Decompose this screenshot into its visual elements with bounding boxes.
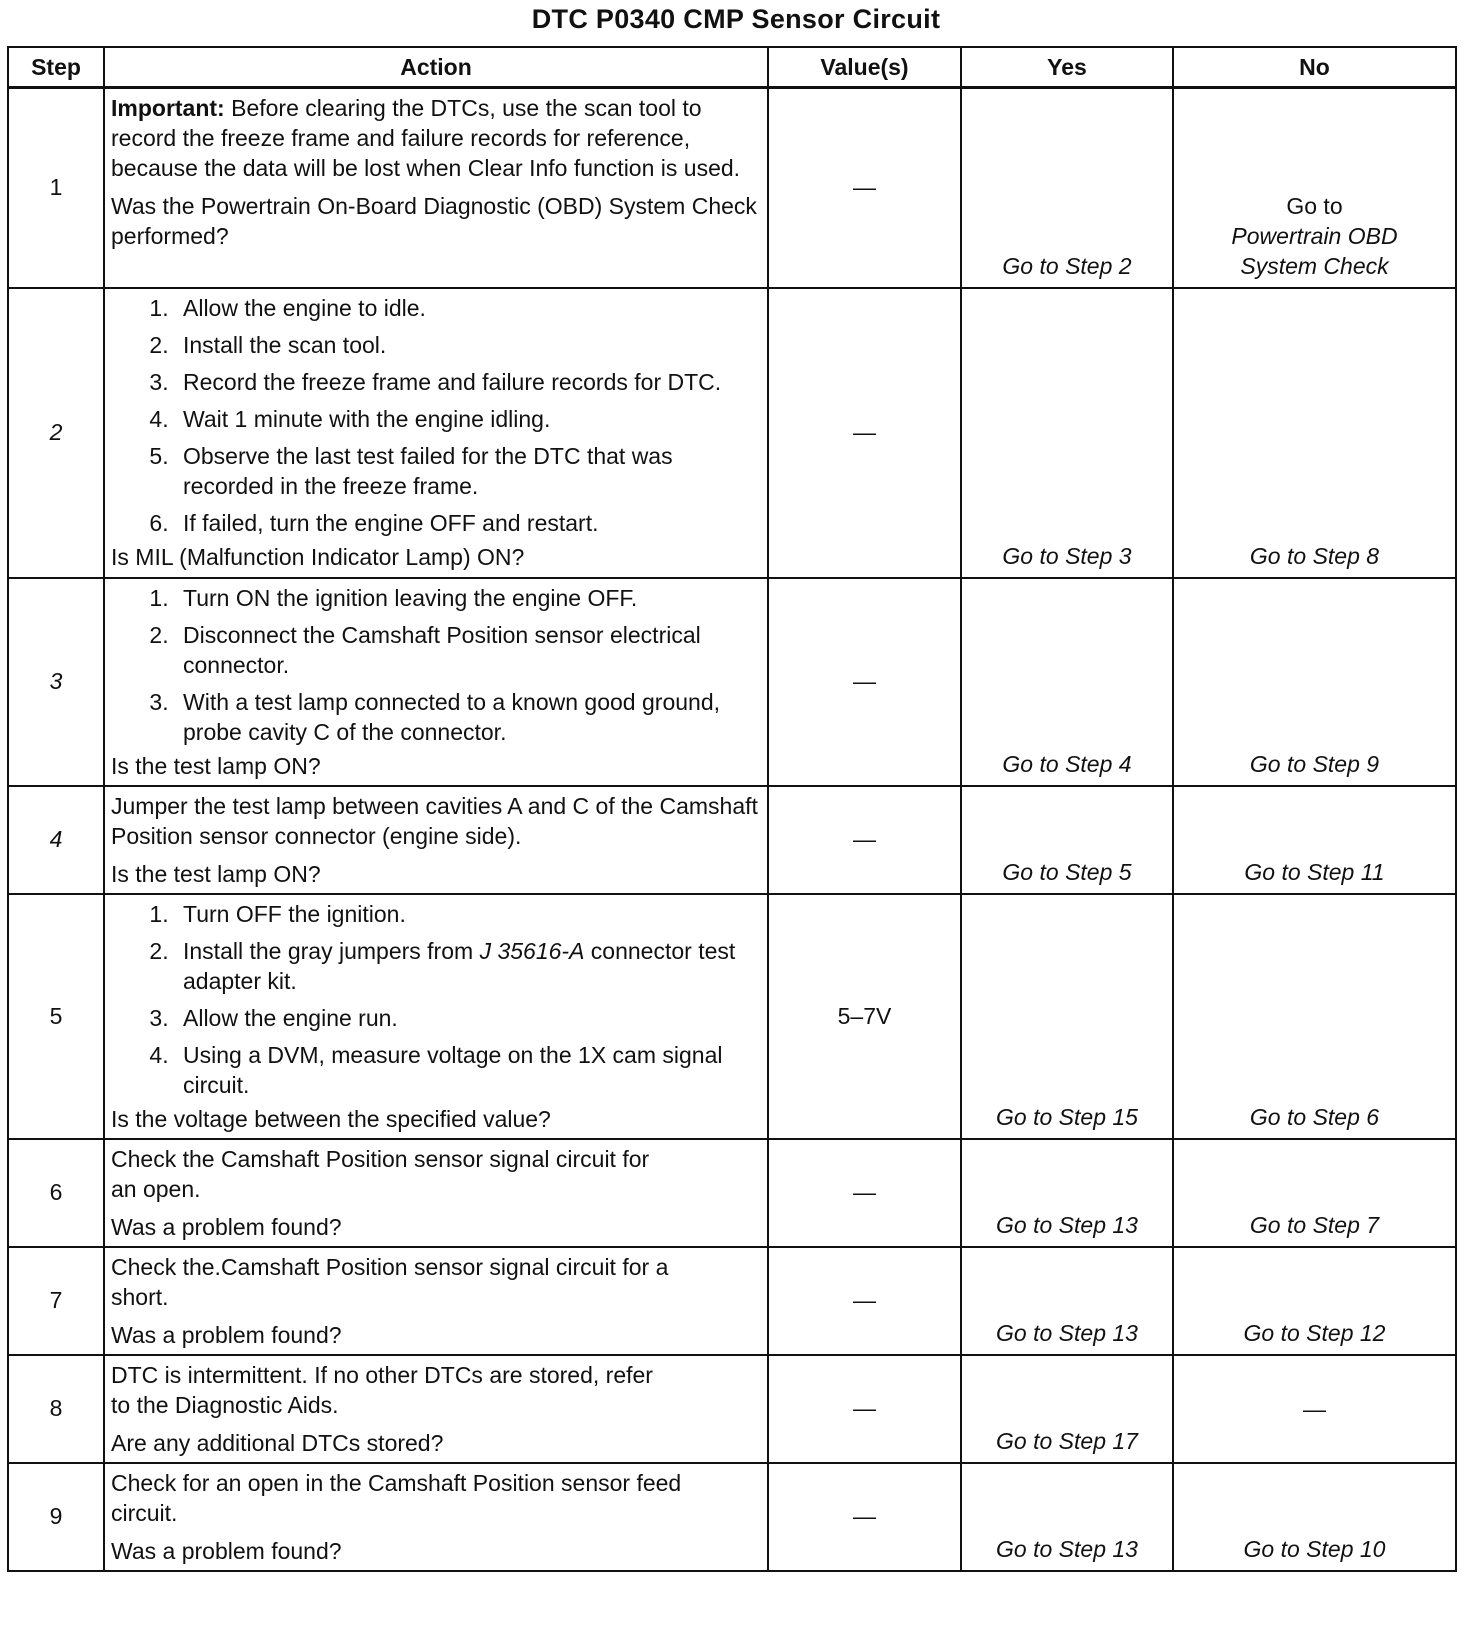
table-row [8,1247,1456,1355]
yes-cell: Go to Step 13 [961,1247,1173,1355]
action-question: Is the voltage between the specified value? [111,1105,551,1132]
action-question: Is MIL (Malfunction Indicator Lamp) ON? [111,543,525,570]
value-cell: — [768,786,961,894]
yes-cell: Go to Step 3 [961,288,1173,578]
value-cell: — [768,1247,961,1355]
value-cell: — [768,1139,961,1247]
action-step-item: 4. Using a DVM, measure voltage on the 1X cam signal circuit. [175,1040,761,1100]
action-question: Is the test lamp ON? [111,860,321,887]
action-cell [104,1463,768,1571]
table-row [8,288,1456,578]
action-step-item: 5. Observe the last test failed for the DTC that was recorded in the freeze frame. [175,441,761,501]
table-row [8,1463,1456,1571]
no-link: Powertrain OBD System Check [1231,222,1398,279]
no-cell: Go to Step 9 [1173,578,1456,786]
action-step-item: 1. Allow the engine to idle. [175,293,761,323]
important-note [111,93,761,183]
no-cell: Go to Step 11 [1173,786,1456,894]
yes-cell: Go to Step 17 [961,1355,1173,1463]
action-cell [104,894,768,1139]
value-cell: — [768,578,961,786]
table-row [8,1139,1456,1247]
yes-cell: Go to Step 13 [961,1463,1173,1571]
yes-cell: Go to Step 15 [961,894,1173,1139]
diagnostic-table [7,46,1457,1572]
action-steps [111,899,761,1100]
no-prefix: Go to [1286,192,1343,219]
action-cell [104,786,768,894]
important-label: Important: [111,95,225,121]
value-cell: — [768,1463,961,1571]
important-text: Before clearing the DTCs, use the scan tool to record the freeze frame and failure records for reference, because the data will be lost when Clear Info function is used. [111,95,741,181]
page-title: DTC P0340 CMP Sensor Circuit [531,4,941,34]
action-text: Check the.Camshaft Position sensor signal circuit for a short. [111,1253,669,1310]
no-cell: — [1173,1355,1456,1463]
table-row [8,1355,1456,1463]
action-question: Are any additional DTCs stored? [111,1429,444,1456]
step-number: 2 [8,288,104,578]
step-text: connector test adapter kit. [183,937,736,994]
step-text: Install the gray jumpers from [183,937,480,964]
action-question: Was a problem found? [111,1321,342,1348]
yes-cell: Go to Step 2 [961,88,1173,288]
action-cell [104,578,768,786]
action-step-item: 2. Disconnect the Camshaft Position sensor electrical connector. [175,620,761,680]
table-row [8,578,1456,786]
table-row [8,88,1456,288]
step-number: 3 [8,578,104,786]
no-cell: Go to Step 7 [1173,1139,1456,1247]
step-number: 6 [8,1139,104,1247]
yes-cell: Go to Step 5 [961,786,1173,894]
header-yes: Yes [961,47,1173,88]
value-cell: — [768,88,961,288]
action-step-item: 3. Allow the engine run. [175,1003,761,1033]
step-number: 5 [8,894,104,1139]
step-number: 8 [8,1355,104,1463]
step-number: 1 [8,88,104,288]
header-step: Step [8,47,104,88]
no-cell: Go to Step 12 [1173,1247,1456,1355]
table-header-row [8,47,1456,88]
action-step-item: 3. Record the freeze frame and failure records for DTC. [175,367,761,397]
table-row [8,786,1456,894]
action-question: Was a problem found? [111,1213,342,1240]
action-text: Jumper the test lamp between cavities A and C of the Camshaft Position sensor connector (engine side). [111,792,758,849]
action-step-item: 4. Wait 1 minute with the engine idling. [175,404,761,434]
action-step-item: 1. Turn OFF the ignition. [175,899,761,929]
yes-cell: Go to Step 4 [961,578,1173,786]
action-step-item: 1. Turn ON the ignition leaving the engine OFF. [175,583,761,613]
no-cell: Go to Step 8 [1173,288,1456,578]
action-steps [111,293,761,538]
action-text: DTC is intermittent. If no other DTCs are stored, refer to the Diagnostic Aids. [111,1361,653,1418]
action-question: Was the Powertrain On-Board Diagnostic (OBD) System Check performed? [111,193,757,249]
no-cell [1173,88,1456,288]
action-cell [104,88,768,288]
action-steps [111,583,761,747]
action-text: Check the Camshaft Position sensor signal circuit for an open. [111,1145,650,1202]
action-cell [104,1247,768,1355]
step-number: 9 [8,1463,104,1571]
no-cell: Go to Step 10 [1173,1463,1456,1571]
action-step-item: 3. With a test lamp connected to a known good ground, probe cavity C of the connector. [175,687,761,747]
no-cell: Go to Step 6 [1173,894,1456,1139]
action-cell [104,1355,768,1463]
yes-cell: Go to Step 13 [961,1139,1173,1247]
action-text: Check for an open in the Camshaft Position sensor feed circuit. [111,1469,682,1526]
action-cell [104,1139,768,1247]
action-cell [104,288,768,578]
value-cell: — [768,1355,961,1463]
step-number: 7 [8,1247,104,1355]
action-step-item: 2. Install the scan tool. [175,330,761,360]
action-step-item [175,936,761,996]
step-number: 4 [8,786,104,894]
action-step-item: 6. If failed, turn the engine OFF and restart. [175,508,761,538]
value-cell: — [768,288,961,578]
action-question: Was a problem found? [111,1537,342,1564]
tool-name: J 35616-A [479,937,585,964]
header-no: No [1173,47,1456,88]
action-question: Is the test lamp ON? [111,752,321,779]
value-cell: 5–7V [768,894,961,1139]
table-row [8,894,1456,1139]
header-action: Action [104,47,768,88]
header-values: Value(s) [768,47,961,88]
